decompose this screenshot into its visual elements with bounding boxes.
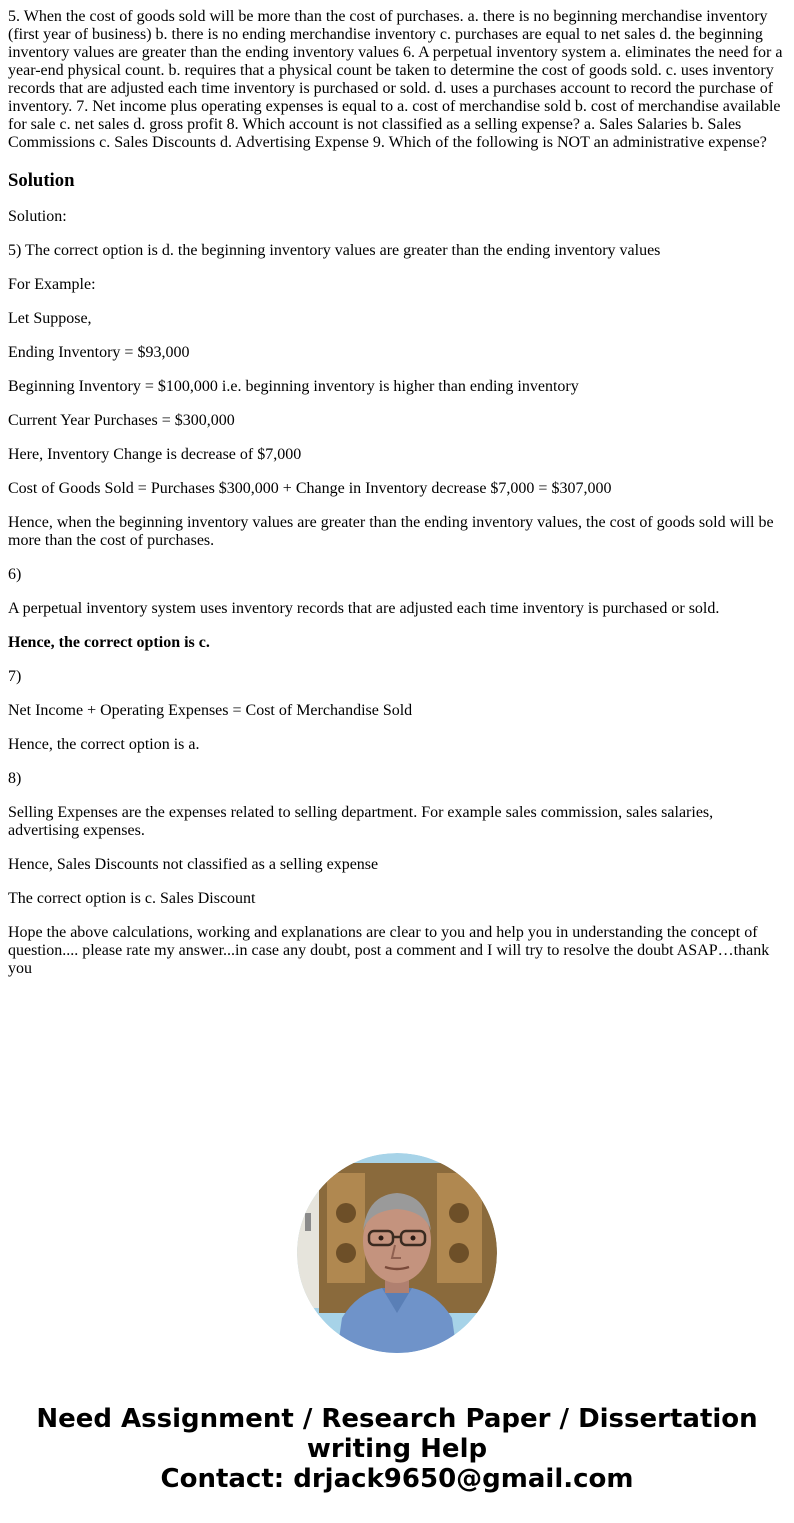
solution-paragraph: Cost of Goods Sold = Purchases $300,000 + Change in Inventory decrease $7,000 = $307,000 [8, 480, 612, 497]
solution-answer-bold: Hence, the correct option is c. [8, 634, 210, 651]
question-text: 5. When the cost of goods sold will be more than the cost of purchases. a. there is no beginning merchandise inventory (first year of business) b. there is no ending merchandise inventory c. purchases are equal to net sales d. the beginning inventory values are greater than the ending inventory values 6. A perpetual inventory system a. eliminates the need for a year-end physical count. b. requires that a physical count be taken to determine the cost of goods sold. c. uses inventory records that are adjusted each time inventory is purchased or sold. d. uses a purchases account to record the purchase of inventory. 7. Net income plus operating expenses is equal to a. cost of merchandise sold b. cost of merchandise available for sale c. net sales d. gross profit 8. Which account is not classified as a selling expense? a. Sales Salaries b. Sales Commissions c. Sales Discounts d. Advertising Expense 9. Which of the following is NOT an administrative expense? [8, 8, 783, 151]
solution-paragraph: Current Year Purchases = $300,000 [8, 412, 235, 429]
promo-contact: Contact: drjack9650@gmail.com [160, 1464, 634, 1494]
promo-banner [0, 1404, 794, 1494]
solution-paragraph: A perpetual inventory system uses inventory records that are adjusted each time inventory is purchased or sold. [8, 600, 720, 617]
solution-paragraph: 6) [8, 566, 22, 583]
solution-paragraph: Net Income + Operating Expenses = Cost of Merchandise Sold [8, 702, 413, 719]
solution-paragraph: 5) The correct option is d. the beginning inventory values are greater than the ending inventory values [8, 242, 661, 259]
promo-line: Need Assignment / Research Paper / Dissertation [36, 1404, 758, 1434]
promo-line: writing Help [306, 1434, 488, 1464]
solution-paragraph: Ending Inventory = $93,000 [8, 344, 190, 361]
solution-paragraph: Hence, Sales Discounts not classified as a selling expense [8, 856, 379, 873]
solution-paragraph: Here, Inventory Change is decrease of $7,000 [8, 446, 302, 463]
solution-paragraph: For Example: [8, 276, 96, 293]
author-portrait-image [297, 1153, 497, 1353]
solution-paragraph: Hence, the correct option is a. [8, 736, 200, 753]
solution-paragraph: Hence, when the beginning inventory values are greater than the ending inventory values, the cost of goods sold will be more than the cost of purchases. [8, 514, 774, 549]
document-body [8, 8, 786, 994]
solution-heading: Solution [8, 170, 75, 191]
solution-paragraph: Hope the above calculations, working and explanations are clear to you and help you in understanding the concept of question.... please rate my answer...in case any doubt, post a comment and I will try to resolve the doubt ASAP…thank you [8, 924, 770, 977]
solution-paragraph: Selling Expenses are the expenses related to selling department. For example sales commission, sales salaries, advertising expenses. [8, 804, 714, 839]
solution-paragraph: Let Suppose, [8, 310, 92, 327]
solution-paragraph: Solution: [8, 208, 67, 225]
solution-paragraph: 8) [8, 770, 22, 787]
solution-paragraph: Beginning Inventory = $100,000 i.e. beginning inventory is higher than ending inventory [8, 378, 579, 395]
solution-paragraph: 7) [8, 668, 22, 685]
solution-paragraph: The correct option is c. Sales Discount [8, 890, 256, 907]
author-avatar [297, 1153, 497, 1353]
